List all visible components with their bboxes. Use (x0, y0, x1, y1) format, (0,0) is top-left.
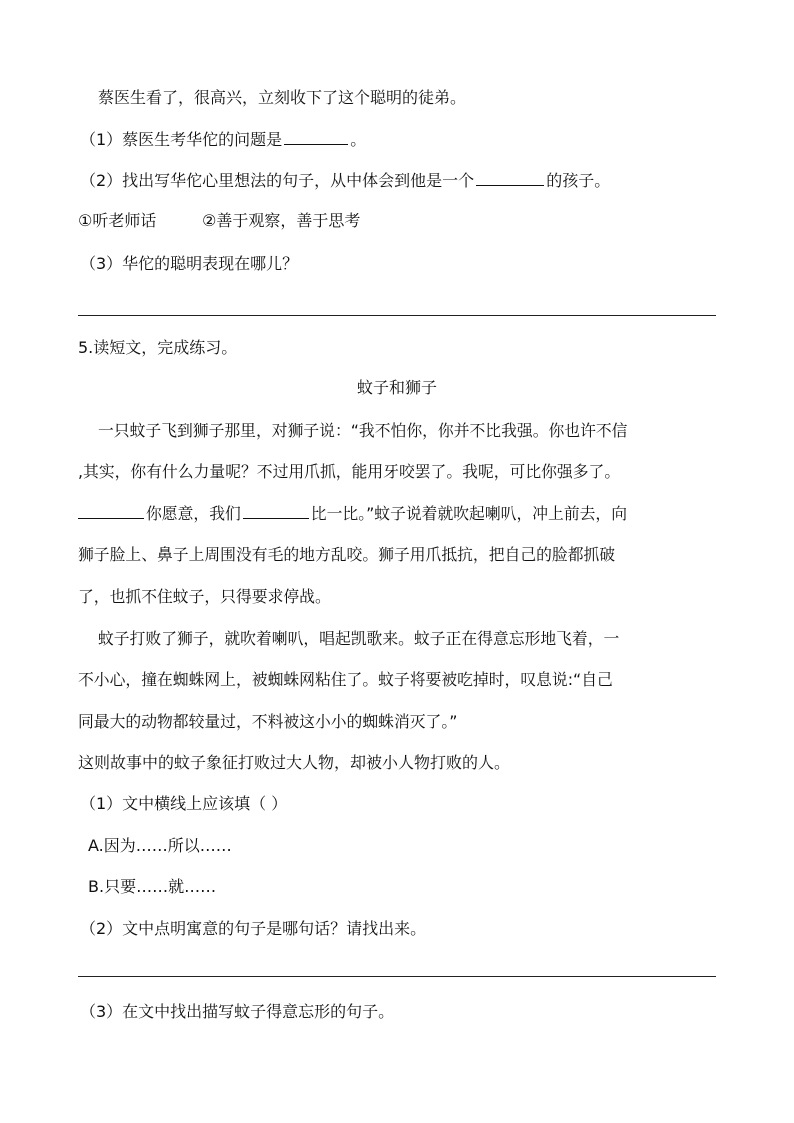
answer-blank[interactable] (284, 143, 348, 145)
passage-title: 蚊子和狮子 (356, 378, 437, 397)
moral-line: 这则故事中的蚊子象征打败过大人物，却被小人物打败的人。 (78, 753, 511, 772)
story-closing-line: 蔡医生看了，很高兴，立刻收下了这个聪明的徒弟。 (98, 88, 467, 107)
question-4-1 (80, 132, 366, 148)
passage-line (78, 506, 627, 522)
answer-blank[interactable] (78, 517, 144, 519)
question-4-3: （3）华佗的聪明表现在哪儿？ (80, 254, 299, 273)
answer-blank[interactable] (243, 517, 309, 519)
option-2: ②善于观察，善于思考 (202, 211, 361, 230)
question-5-3: （3）在文中找出描写蚊子得意忘形的句子。 (80, 1002, 395, 1021)
answer-blank[interactable] (476, 184, 544, 186)
passage-line: 不小心，撞在蜘蛛网上，被蜘蛛网粘住了。蚊子将要被吃掉时，叹息说:“自己 (78, 670, 613, 689)
passage-line: 一只蚊子飞到狮子那里，对狮子说：“我不怕你，你并不比我强。你也许不信 (98, 421, 628, 440)
passage-text: 比一比。”蚊子说着就吹起喇叭，冲上前去，向 (310, 504, 628, 523)
passage-line: 狮子脸上、鼻子上周围没有毛的地方乱咬。狮子用爪抵抗，把自己的脸都抓破 (78, 545, 616, 564)
answer-line[interactable] (78, 315, 716, 316)
passage-line: ,其实，你有什么力量呢？不过用爪抓，能用牙咬罢了。我呢，可比你强多了。 (78, 462, 621, 481)
passage-line: 蚊子打败了狮子，就吹着喇叭，唱起凯歌来。蚊子正在得意忘形地飞着，一 (98, 629, 620, 648)
question-4-1-text: （1）蔡医生考华佗的问题是 (80, 130, 283, 149)
passage-text: 你愿意，我们 (146, 504, 241, 523)
question-4-2 (80, 173, 610, 189)
answer-line[interactable] (78, 976, 716, 977)
question-4-2-end: 的孩子。 (546, 171, 611, 190)
question-5-1: （1）文中横线上应该填（ ） (80, 794, 288, 813)
question-4-1-end: 。 (350, 130, 367, 149)
option-1: ①听老师话 (78, 211, 157, 230)
passage-line: 同最大的动物都较量过，不料被这小小的蜘蛛消灭了。” (78, 712, 458, 731)
question-4-2-text: （2）找出写华佗心里想法的句子，从中体会到他是一个 (80, 171, 475, 190)
passage-line: 了，也抓不住蚊子，只得要求停战。 (78, 587, 331, 606)
question-5-2: （2）文中点明寓意的句子是哪句话？请找出来。 (80, 919, 427, 938)
option-b: B.只要……就…… (88, 877, 217, 896)
section-heading: 5.读短文，完成练习。 (78, 338, 238, 357)
option-a: A.因为……所以…… (88, 836, 232, 855)
